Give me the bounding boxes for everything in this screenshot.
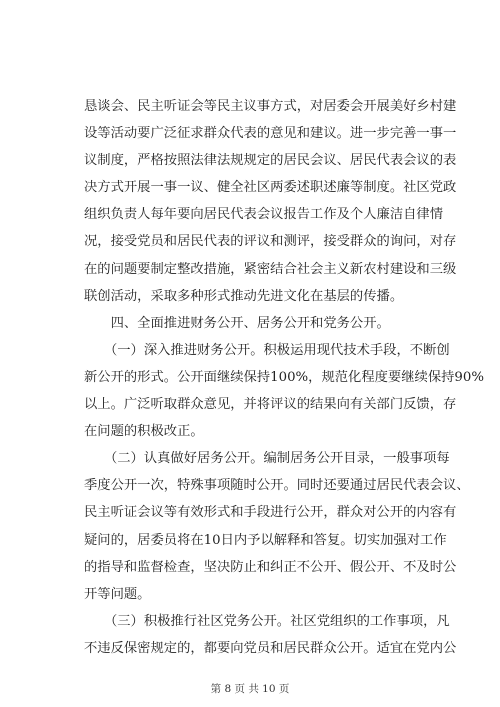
- text-line: 况，接受党员和居民代表的评议和测评，接受群众的询问，对存: [84, 234, 457, 250]
- section-heading: 四、全面推进财务公开、居务公开和党务公开。: [84, 315, 390, 331]
- text-line: （三）积极推行社区党务公开。社区党组织的工作事项，凡: [84, 613, 450, 629]
- text-line: 的指导和监督检查，坚决防止和纠正不公开、假公开、不及时公: [84, 559, 457, 575]
- body-text: [84, 93, 484, 662]
- text-line: 季度公开一次，特殊事项随时公开。同时还要通过居民代表会议、: [84, 478, 470, 494]
- text-line: 议制度，严格按照法律法规规定的居民会议、居民代表会议的表: [84, 153, 457, 169]
- text-line: 民主听证会议等有效形式和手段进行公开，群众对公开的内容有: [84, 505, 457, 521]
- text-line: （一）深入推进财务公开。积极运用现代技术手段，不断创: [84, 342, 450, 358]
- text-line: （二）认真做好居务公开。编制居务公开目录，一般事项每: [84, 451, 450, 467]
- page-number-footer: 第 8 页 共 10 页: [210, 683, 290, 695]
- text-line: 在的问题要制定整改措施，紧密结合社会主义新农村建设和三级: [84, 261, 457, 277]
- text-line: 决方式开展一事一议、健全社区两委述职述廉等制度。社区党政: [84, 180, 457, 196]
- text-line: 新公开的形式。公开面继续保持100%，规范化程度要继续保持90%: [84, 369, 484, 385]
- text-line: 设等活动要广泛征求群众代表的意见和建议。进一步完善一事一: [84, 126, 457, 142]
- text-line: 不违反保密规定的，都要向党员和居民群众公开。适宜在党内公: [84, 640, 457, 656]
- text-line: 开等问题。: [84, 586, 151, 602]
- text-line: 联创活动，采取多种形式推动先进文化在基层的传播。: [84, 288, 404, 304]
- text-line: 疑问的，居委员将在10日内予以解释和答复。切实加强对工作: [84, 532, 447, 548]
- text-line: 以上。广泛听取群众意见，并将评议的结果向有关部门反馈，存: [84, 397, 457, 413]
- text-line: 组织负责人每年要向居民代表会议报告工作及个人廉洁自律情: [84, 207, 444, 223]
- text-line: 在问题的积极改正。: [84, 424, 204, 440]
- text-line: 恳谈会、民主听证会等民主议事方式，对居委会开展美好乡村建: [84, 99, 457, 114]
